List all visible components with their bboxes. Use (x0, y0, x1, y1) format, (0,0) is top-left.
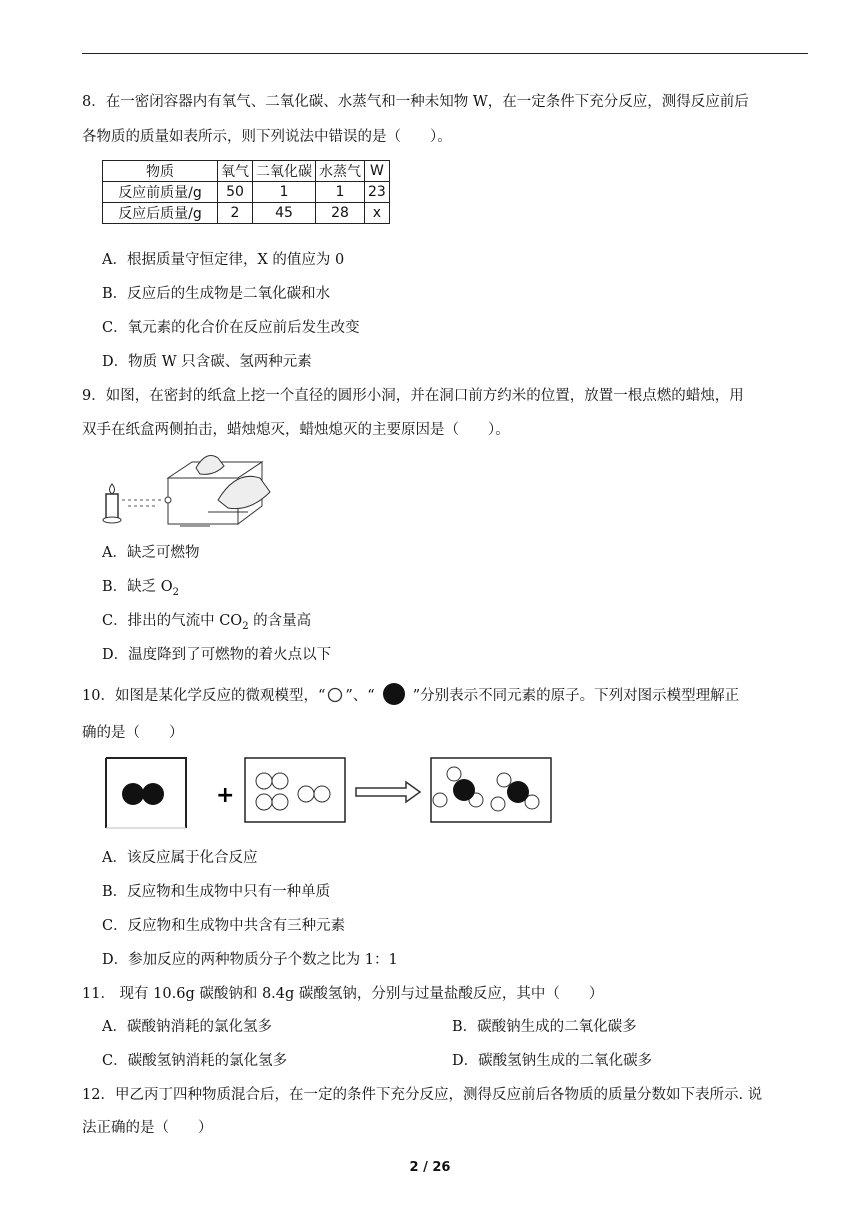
table-cell: 反应前质量/g (103, 182, 218, 203)
q10-option-b: B．反应物和生成物中只有一种单质 (102, 884, 331, 900)
q8-stem-line2: 各物质的质量如表所示，则下列说法中错误的是（ ）。 (82, 129, 452, 145)
table-cell: 28 (316, 203, 365, 224)
black-atom-icon (381, 682, 407, 706)
q10-stem-text-a: 10．如图是某化学反应的微观模型，“ (82, 688, 326, 704)
table-cell: 氧气 (218, 161, 253, 182)
q9-stem-line1: 9．如图，在密封的纸盒上挖一个直径的圆形小洞，并在洞口前方约米的位置，放置一根点燃的蜡烛，用 (82, 388, 744, 404)
table-row (103, 161, 390, 182)
q10-option-a: A．该反应属于化合反应 (102, 850, 258, 866)
q11-option-b: B．碳酸钠生成的二氧化碳多 (452, 1019, 637, 1035)
table-row (103, 203, 390, 224)
table-cell: W (365, 161, 390, 182)
table-cell: 1 (316, 182, 365, 203)
q9-option-c-subscript: 2 (242, 620, 249, 632)
q12-stem-line2: 法正确的是（ ） (82, 1120, 213, 1136)
q10-stem-text-c: ”分别表示不同元素的原子。下列对图示模型理解正 (412, 688, 740, 704)
q11-stem-line1: 11． 现有 10.6g 碳酸钠和 8.4g 碳酸氢钠，分别与过量盐酸反应，其中（ ） (82, 986, 604, 1002)
table-cell: 45 (253, 203, 316, 224)
reaction-micro-model-diagram (100, 752, 560, 832)
q9-option-a: A．缺乏可燃物 (102, 545, 200, 561)
q9-option-b-subscript: 2 (172, 586, 180, 598)
q10-option-c: C．反应物和生成物中共含有三种元素 (102, 918, 346, 934)
q8-option-a: A．根据质量守恒定律，X 的值应为 0 (102, 252, 345, 268)
q8-option-c: C．氧元素的化合价在反应前后发生改变 (102, 320, 360, 336)
q11-option-a: A．碳酸钠消耗的氯化氢多 (102, 1019, 272, 1035)
q12-stem-line1: 12．甲乙丙丁四种物质混合后，在一定的条件下充分反应，测得反应前后各物质的质量分数如下表所示. 说 (82, 1087, 763, 1103)
q9-option-c-suffix: 的含量高 (248, 613, 312, 629)
q11-option-d: D．碳酸氢钠生成的二氧化碳多 (452, 1053, 653, 1069)
table-cell: 二氧化碳 (253, 161, 316, 182)
q9-option-b-text: B．缺乏 O (102, 579, 173, 595)
table-cell: 反应后质量/g (103, 203, 218, 224)
candle-box-illustration (98, 450, 278, 530)
q9-option-c (102, 609, 311, 632)
q10-stem-text-b: ”、“ (345, 688, 375, 704)
q11-option-c: C．碳酸氢钠消耗的氯化氢多 (102, 1053, 288, 1069)
q9-stem-line2: 双手在纸盒两侧拍击，蜡烛熄灭，蜡烛熄灭的主要原因是（ ）。 (82, 422, 510, 438)
page-number: 2 / 26 (409, 1160, 451, 1175)
table-cell: 50 (218, 182, 253, 203)
table-row (103, 182, 390, 203)
q8-option-d: D．物质 W 只含碳、氢两种元素 (102, 354, 312, 370)
q9-option-b (102, 575, 179, 598)
q8-mass-table (102, 160, 390, 224)
q10-option-d: D．参加反应的两种物质分子个数之比为 1：1 (102, 952, 398, 968)
table-cell: 物质 (103, 161, 218, 182)
header-rule (82, 53, 808, 54)
table-cell: 2 (218, 203, 253, 224)
q9-option-d: D．温度降到了可燃物的着火点以下 (102, 647, 332, 663)
table-cell: 23 (365, 182, 390, 203)
q9-option-c-text: C．排出的气流中 CO (102, 613, 243, 629)
table-cell: 1 (253, 182, 316, 203)
table-cell: x (365, 203, 390, 224)
table-cell: 水蒸气 (316, 161, 365, 182)
q10-stem-line1 (82, 682, 739, 706)
q10-stem-line2: 确的是（ ） (82, 725, 184, 741)
plus-sign: + (216, 783, 235, 808)
q8-stem-line1: 8．在一密闭容器内有氧气、二氧化碳、水蒸气和一种未知物 W，在一定条件下充分反应，测得反应前后 (82, 94, 749, 110)
q8-option-b: B．反应后的生成物是二氧化碳和水 (102, 286, 331, 302)
white-atom-icon (325, 687, 345, 703)
